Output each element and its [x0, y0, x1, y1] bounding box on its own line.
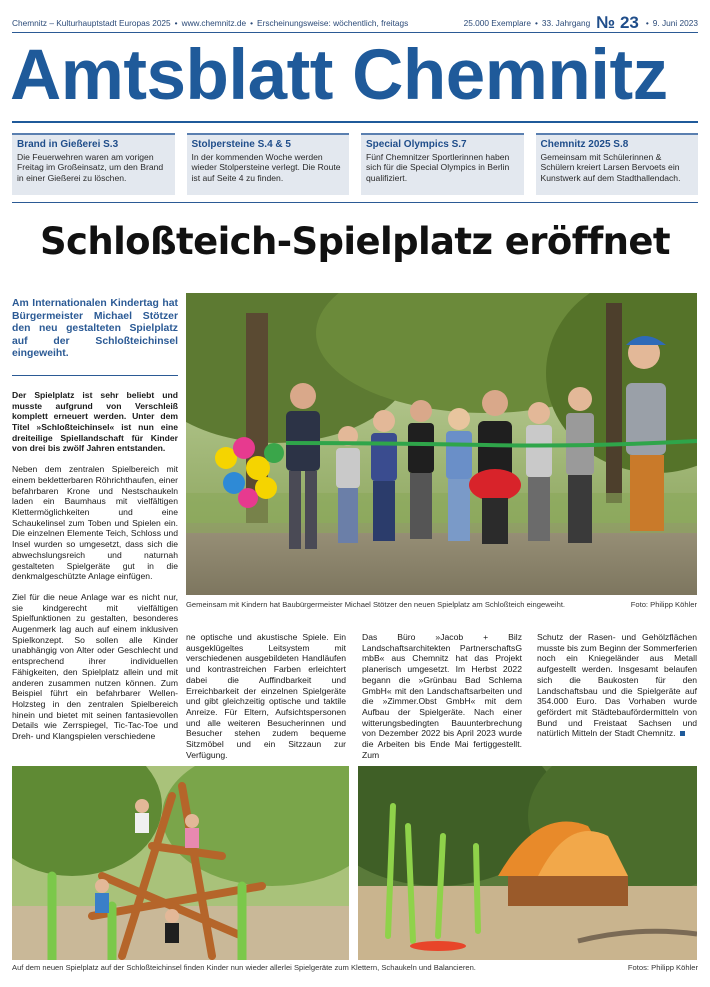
- article-columns: [186, 632, 697, 760]
- circulation-text: 25.000 Exemplare: [463, 18, 531, 28]
- teaser-stolpersteine[interactable]: [187, 133, 350, 195]
- top-info-left: Chemnitz – Kulturhauptstadt Europas 2025 • www.chemnitz.de • Erscheinungsweise: wöchentlich, freitags: [12, 18, 409, 28]
- article-column-4: [537, 632, 697, 739]
- playground-illustration: [358, 766, 697, 960]
- teaser-title: Brand in Gießerei S.3: [17, 139, 119, 150]
- teaser-title: Special Olympics S.7: [366, 139, 467, 150]
- teaser-rule: [12, 202, 698, 203]
- masthead-title: Amtsblatt Chemnitz: [10, 36, 668, 115]
- teaser-special-olympics[interactable]: [361, 133, 524, 195]
- climbing-frame-illustration: [12, 766, 349, 960]
- bottom-photos-caption: [12, 963, 698, 972]
- teaser-text: In der kommenden Woche werden wieder Stolpersteine verlegt. Die Route ist auf Seite 4 zu finden.: [191, 152, 341, 183]
- bottom-photos-credit: Fotos: Philipp Köhler: [627, 963, 698, 972]
- bottom-left-photo-climbing: [12, 766, 349, 960]
- bottom-photos-caption-text: Auf dem neuen Spielplatz auf der Schloßteichinsel finden Kinder nun wieder allerlei Spielgeräte zum Klettern, Schaukeln und Balancieren.: [12, 963, 476, 972]
- article-column-4-text: Schutz der Rasen- und Gehölzflächen musste bis zum Beginn der Sommerferien noch ein Kniegeländer aus Metall aufgestellt werden. Insgesamt belaufen sich die Baukosten für den Landschaftsbau und die Spielgeräte auf 354.000 Euro. Das Vorhaben wurde gefördert mit Städtebaufördermitteln von Bund und Freistaat Sachsen und natürlich Mitteln der Stadt Chemnitz.: [537, 632, 698, 739]
- article-body-paragraph: Neben dem zentralen Spielbereich mit einem bekletterbaren Röhrichthaufen, einer befahrbaren Krone und Nestschaukeln laden ein Baumhaus mit vielfältigen Klettermöglichkeiten und eine Schaukelinsel zum Toben und Spielen ein. Die einzelnen Elemente Teich, Schloss und Insel wurden so umgesetzt, dass sich die abwechslungsreich und naturnah gestalteten Spielgeräte gut in die denkmalgeschützte Anlage einfügen.: [12, 464, 178, 582]
- article-column-3: Das Büro »Jacob + Bilz Landschaftsarchitekten PartnerschaftsG mbB« aus Chemnitz hat das Projekt planerisch umgesetzt. Im Herbst 2022 begann die »Grünbau Bad Schlema GmbH« mit den Landschaftsarbeiten und die »Zimmer.Obst GmbH« mit dem Aufbau der Spielgeräte. Nach einer witterungsbedingten Bauunterbrechung von Dezember 2022 bis April 2023 wurde die Arbeiten bis Ende Mai fertiggestellt. Zum: [362, 632, 522, 760]
- issue-number: № 23: [596, 13, 639, 32]
- publisher-text: Chemnitz – Kulturhauptstadt Europas 2025: [12, 18, 171, 28]
- teaser-title: Chemnitz 2025 S.8: [540, 139, 629, 150]
- teaser-text: Fünf Chemnitzer Sportlerinnen haben sich für die Special Olympics in Berlin qualifiziert.: [366, 152, 510, 183]
- article-headline: Schloßteich-Spielplatz eröffnet: [39, 220, 671, 263]
- teaser-text: Die Feuerwehren waren am vorigen Freitag im Großeinsatz, um den Brand in einer Gießerei zu löschen.: [17, 152, 164, 183]
- article-lead: Am Internationalen Kindertag hat Bürgermeister Michael Stötzer den neu gestalteten Spielplatz auf der Schloßteichinsel eingeweiht.: [12, 298, 178, 376]
- top-info-bar: [12, 13, 698, 32]
- teaser-title: Stolpersteine S.4 & 5: [191, 139, 291, 150]
- teaser-row: [12, 133, 698, 195]
- main-photo-caption-text: Gemeinsam mit Kindern hat Baubürgermeister Michael Stötzer den neuen Spielplatz am Schloßteich eingeweiht.: [186, 600, 566, 609]
- end-of-article-mark: [680, 731, 685, 736]
- main-photo-opening-ceremony: [186, 293, 697, 595]
- main-photo-caption: [186, 600, 697, 609]
- top-rule: [12, 32, 698, 33]
- article-body-paragraph: Ziel für die neue Anlage war es nicht nur, sie kindgerecht mit vielfältigen Spielfunktionen zu gestalten, besonderes Augenmerk lag auch auf einem inklusiven Spielkonzept. So sollen alle Kinder unabhängig von Alter oder Geschlecht und entsprechend ihrer individuellen Fähigkeiten, den Spielplatz allein und mit anderen zusammen nutzen können. Zum Beispiel führt ein befahrbarer Wellen-Holzsteg in den zentralen Spielbereich hinein und bietet mit seinen fantasievollen Details wie Zerrspiegel, Tic-Tac-Toe und Dreh- und Klangspielen verschiedene: [12, 591, 178, 742]
- article-sublead: Der Spielplatz ist sehr beliebt und musste aufgrund von Verschleiß komplett erneuert werden. Unter dem Titel »Schloßteichinsel« ist nun eine dreiteilige Spiellandschaft für Kinder von drei bis zwölf Jahren entstanden.: [12, 389, 178, 454]
- article-column-2: ne optische und akustische Spiele. Ein ausgeklügeltes Leitsystem mit verschiedenen ausgebildeten Handläufen und kontrastreichen Farben erleichtert dabei die Auffindbarkeit und Erreichbarkeit der einzelnen Spielgeräte und gibt gleichzeitig optische und taktile Anreize. Für Eltern, Aufsichtspersonen und alle weiteren Besucherinnen und Besucher stehen zudem bequeme Sitzmöbel und ein Sitzzaun zur Verfügung.: [186, 632, 346, 760]
- schedule-text: Erscheinungsweise: wöchentlich, freitags: [257, 18, 409, 28]
- top-info-right: 25.000 Exemplare • 33. Jahrgang № 23 • 9. Juni 2023: [463, 13, 698, 32]
- teaser-text: Gemeinsam mit Schülerinnen & Schülern kreiert Larsen Bervoets ein Kunstwerk auf dem Stadthallendach.: [540, 152, 681, 183]
- opening-ceremony-illustration: [186, 293, 697, 595]
- volume-text: 33. Jahrgang: [541, 18, 591, 28]
- masthead-rule: [12, 121, 698, 123]
- article-left-column: [12, 298, 178, 742]
- issue-date: 9. Juni 2023: [652, 18, 698, 28]
- teaser-brand[interactable]: [12, 133, 175, 195]
- website-link[interactable]: www.chemnitz.de: [181, 18, 247, 28]
- teaser-chemnitz-2025[interactable]: [536, 133, 699, 195]
- bottom-right-photo-playground: [358, 766, 697, 960]
- main-photo-credit: Foto: Philipp Köhler: [630, 600, 697, 609]
